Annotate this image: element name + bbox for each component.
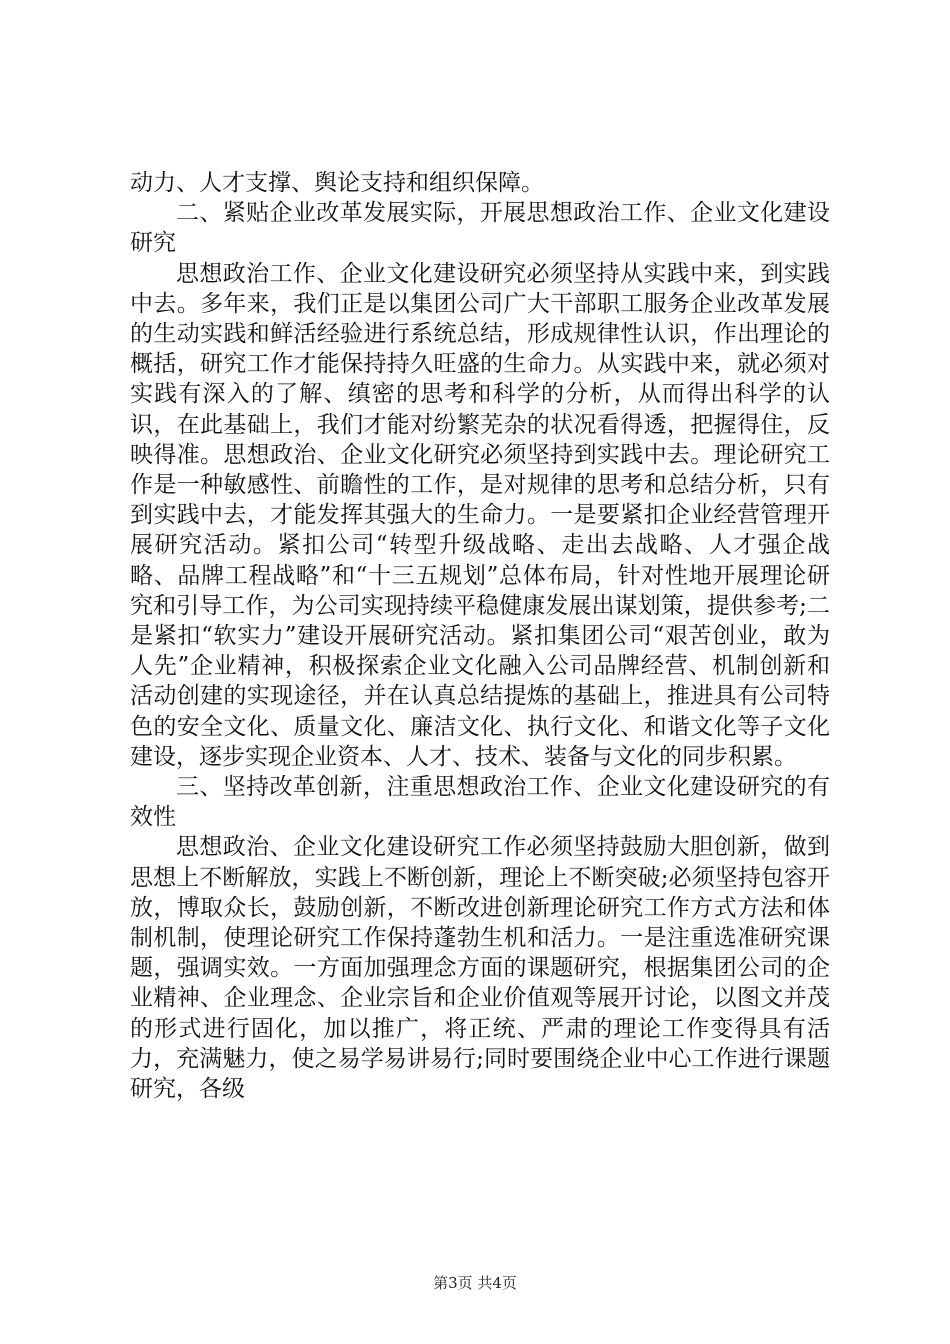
paragraph-continuation: 动力、人才支撑、舆论支持和组织保障。 <box>130 170 544 196</box>
page-number-footer: 第3页 共4页 <box>433 1274 517 1292</box>
document-body <box>130 168 830 1104</box>
section-heading-3: 三、坚持改革创新，注重思想政治工作、企业文化建设研究的有效性 <box>130 774 830 831</box>
paragraph-section-2-body: 思想政治工作、企业文化建设研究必须坚持从实践中来，到实践中去。多年来，我们正是以集团公司广大干部职工服务企业改革发展的生动实践和鲜活经验进行系统总结，形成规律性认识，作出理论的概括，研究工作才能保持持久旺盛的生命力。从实践中来，就必须对实践有深入的了解、缜密的思考和科学的分析，从而得出科学的认识，在此基础上，我们才能对纷繁芜杂的状况看得透，把握得住，反映得准。思想政治、企业文化研究必须坚持到实践中去。理论研究工作是一种敏感性、前瞻性的工作，是对规律的思考和总结分析，只有到实践中去，才能发挥其强大的生命力。一是要紧扣企业经营管理开展研究活动。紧扣公司“转型升级战略、走出去战略、人才强企战略、品牌工程战略”和“十三五规划”总体布局，针对性地开展理论研究和引导工作，为公司实现持续平稳健康发展出谋划策，提供参考;二是紧扣“软实力”建设开展研究活动。紧扣集团公司“艰苦创业，敢为人先”企业精神，积极探索企业文化融入公司品牌经营、机制创新和活动创建的实现途径，并在认真总结提炼的基础上，推进具有公司特色的安全文化、质量文化、廉洁文化、执行文化、和谐文化等子文化建设，逐步实现企业资本、人才、技术、装备与文化的同步积累。 <box>130 260 830 770</box>
section-heading-2: 二、紧贴企业改革发展实际，开展思想政治工作、企业文化建设研究 <box>130 200 830 257</box>
paragraph-section-3-body: 思想政治、企业文化建设研究工作必须坚持鼓励大胆创新，做到思想上不断解放，实践上不断创新，理论上不断突破;必须坚持包容开放，博取众长，鼓励创新，不断改进创新理论研究工作方式方法和体制机制，使理论研究工作保持蓬勃生机和活力。一是注重选准研究课题，强调实效。一方面加强理念方面的课题研究，根据集团公司的企业精神、企业理念、企业宗旨和企业价值观等展开讨论，以图文并茂的形式进行固化，加以推广，将正统、严肃的理论工作变得具有活力，充满魅力，使之易学易讲易行;同时要围绕企业中心工作进行课题研究，各级 <box>130 834 830 1103</box>
